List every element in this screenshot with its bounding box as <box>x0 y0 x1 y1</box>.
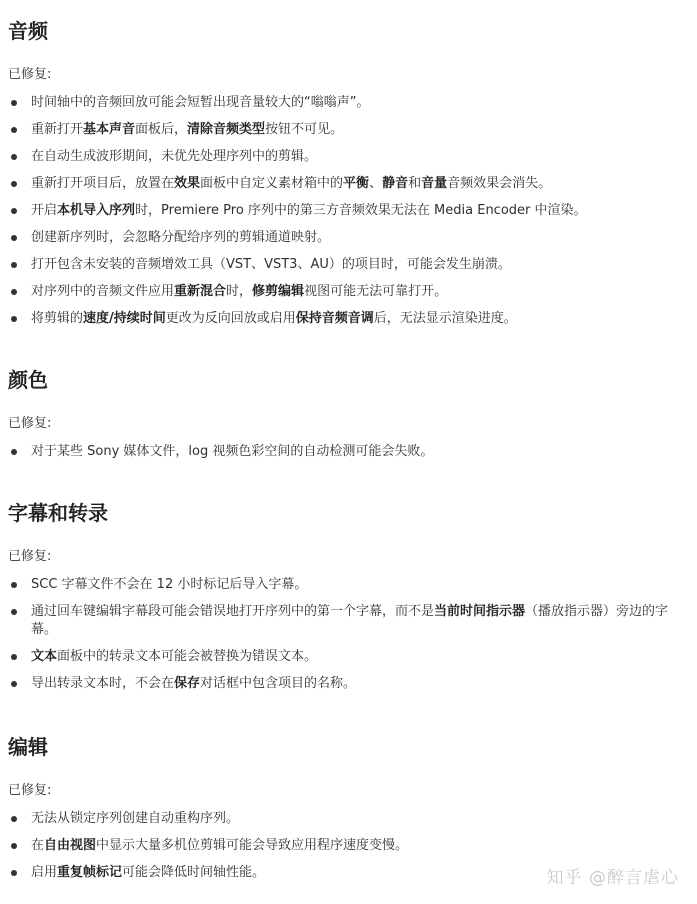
ui-term: 音量 <box>421 176 448 191</box>
fixed-issues-list <box>8 576 688 693</box>
item-text: 中显示大量多机位剪辑可能会导致应用程序速度变慢。 <box>96 838 409 853</box>
bullet-icon <box>11 262 17 268</box>
bullet-icon <box>11 289 17 295</box>
section-captions-transcription <box>8 500 688 702</box>
ui-term: 基本声音 <box>83 122 136 137</box>
ui-term: 静音 <box>382 176 409 191</box>
item-text: 面板中的转录文本可能会被替换为错误文本。 <box>57 649 318 664</box>
list-item <box>8 675 688 693</box>
item-text: 音频效果会消失。 <box>447 176 552 191</box>
ui-term: 保存 <box>174 676 201 691</box>
bullet-icon <box>11 582 17 588</box>
bullet-icon <box>11 208 17 214</box>
list-item <box>8 576 688 594</box>
ui-term: 当前时间指示器 <box>434 604 526 619</box>
bullet-icon <box>11 154 17 160</box>
item-text: 对话框中包含项目的名称。 <box>200 676 357 691</box>
section-audio <box>8 18 688 337</box>
list-item <box>8 648 688 666</box>
list-item <box>8 443 688 461</box>
item-text: 按钮不可见。 <box>265 122 344 137</box>
item-text: 将剪辑的 <box>31 311 84 326</box>
fixed-label: 已修复: <box>8 783 52 798</box>
section-color <box>8 367 688 470</box>
list-item <box>8 310 688 328</box>
list-item <box>8 810 688 828</box>
ui-term: 重新混合 <box>174 284 227 299</box>
fixed-label: 已修复: <box>8 549 52 564</box>
list-item <box>8 202 688 220</box>
list-item <box>8 229 688 247</box>
section-heading: 编辑 <box>8 735 48 759</box>
ui-term: 清除音频类型 <box>187 122 266 137</box>
bullet-icon <box>11 870 17 876</box>
list-item <box>8 175 688 193</box>
item-text: 创建新序列时，会忽略分配给序列的剪辑通道映射。 <box>31 230 331 245</box>
item-text: 、 <box>369 176 383 191</box>
item-text: 通过回车键编辑字幕段可能会错误地打开序列中的第一个字幕，而不是 <box>31 604 435 619</box>
section-heading: 音频 <box>8 19 48 43</box>
bullet-icon <box>11 127 17 133</box>
ui-term: 本机导入序列 <box>57 203 136 218</box>
item-text: 对于某些 Sony 媒体文件，log 视频色彩空间的自动检测可能会失败。 <box>31 444 434 459</box>
ui-term: 速度/持续时间 <box>83 311 166 326</box>
watermark: 知乎 @醉言虐心 <box>546 868 679 888</box>
item-text: 视图可能无法可靠打开。 <box>304 284 448 299</box>
item-text: 和 <box>408 176 422 191</box>
item-text: 面板后， <box>135 122 188 137</box>
item-text: 对序列中的音频文件应用 <box>31 284 175 299</box>
item-text: SCC 字幕文件不会在 12 小时标记后导入字幕。 <box>31 577 308 592</box>
item-text: 在自动生成波形期间，未优先处理序列中的剪辑。 <box>31 149 318 164</box>
ui-term: 文本 <box>31 649 58 664</box>
item-text: 可能会降低时间轴性能。 <box>122 865 266 880</box>
list-item <box>8 283 688 301</box>
item-text: 重新打开项目后，放置在 <box>31 176 175 191</box>
list-item <box>8 121 688 139</box>
fixed-issues-list <box>8 443 688 461</box>
ui-term: 修剪编辑 <box>252 284 305 299</box>
list-item <box>8 94 688 112</box>
bullet-icon <box>11 316 17 322</box>
fixed-label: 已修复: <box>8 416 52 431</box>
bullet-icon <box>11 449 17 455</box>
item-text: 打开包含未安装的音频增效工具（VST、VST3、AU）的项目时，可能会发生崩溃。 <box>31 257 511 272</box>
section-heading: 颜色 <box>8 368 48 392</box>
item-text: 面板中自定义素材箱中的 <box>200 176 344 191</box>
bullet-icon <box>11 609 17 615</box>
item-text: 重新打开 <box>31 122 84 137</box>
list-item <box>8 603 688 639</box>
ui-term: 重复帧标记 <box>57 865 123 880</box>
item-text: 无法从锁定序列创建自动重构序列。 <box>31 811 240 826</box>
section-heading: 字幕和转录 <box>8 501 108 525</box>
item-text: 导出转录文本时，不会在 <box>31 676 175 691</box>
list-item <box>8 837 688 855</box>
item-text: 时， <box>226 284 253 299</box>
item-text: 时，Premiere Pro 序列中的第三方音频效果无法在 Media Encoder 中渲染。 <box>135 203 587 218</box>
bullet-icon <box>11 843 17 849</box>
list-item <box>8 148 688 166</box>
bullet-icon <box>11 100 17 106</box>
item-text: 时间轴中的音频回放可能会短暂出现音量较大的“嗡嗡声”。 <box>31 95 370 110</box>
bullet-icon <box>11 235 17 241</box>
item-text: （播放指示器）旁边的字幕。 <box>31 604 669 637</box>
bullet-icon <box>11 816 17 822</box>
item-text: 在 <box>31 838 45 853</box>
item-text: 启用 <box>31 865 58 880</box>
bullet-icon <box>11 181 17 187</box>
ui-term: 保持音频音调 <box>295 311 374 326</box>
item-text: 后，无法显示渲染进度。 <box>373 311 517 326</box>
fixed-issues-list <box>8 94 688 328</box>
bullet-icon <box>11 681 17 687</box>
fixed-label: 已修复: <box>8 67 52 82</box>
bullet-icon <box>11 654 17 660</box>
item-text: 开启 <box>31 203 58 218</box>
item-text: 更改为反向回放或启用 <box>165 311 296 326</box>
ui-term: 自由视图 <box>44 838 97 853</box>
list-item <box>8 256 688 274</box>
ui-term: 平衡 <box>343 176 370 191</box>
ui-term: 效果 <box>174 176 201 191</box>
